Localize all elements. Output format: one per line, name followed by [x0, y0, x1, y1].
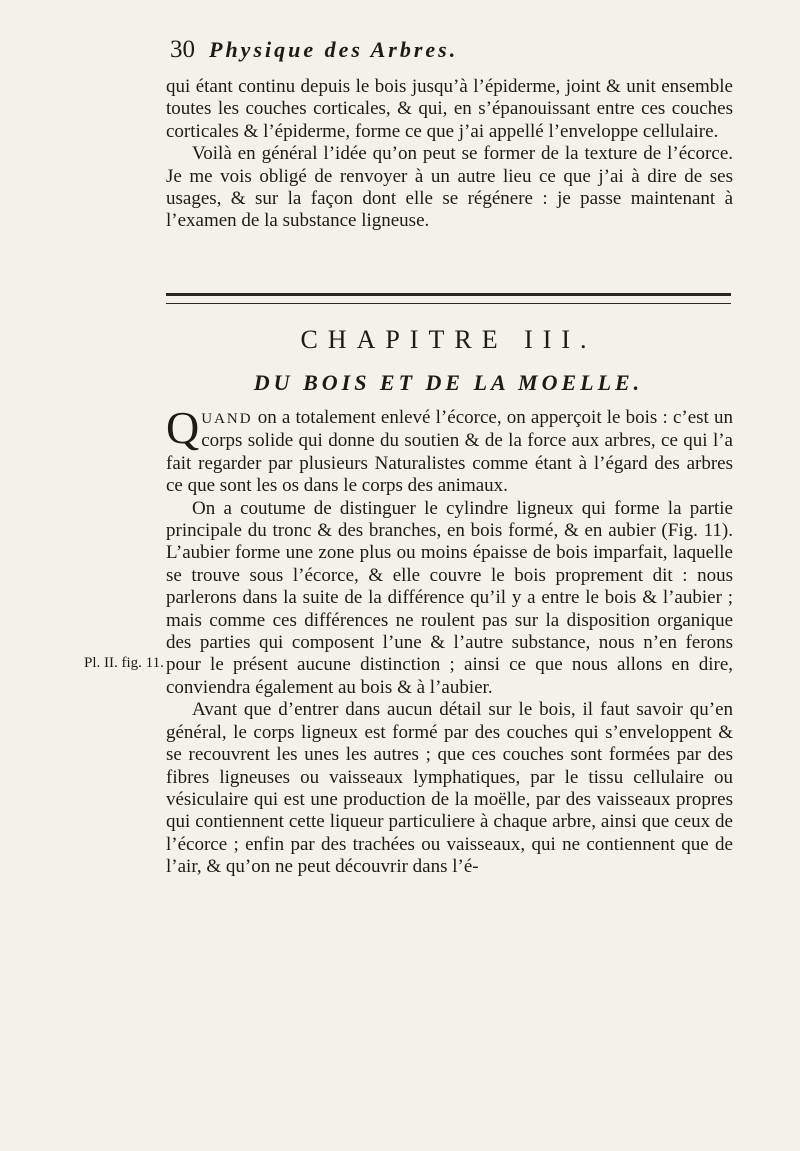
- running-head: [170, 36, 730, 76]
- first-word-rest: UAND: [201, 411, 253, 427]
- intro-paragraph-2: Voilà en général l’idée qu’on peut se former de la texture de l’écorce. Je me vois obligé de renvoyer à un autre lieu ce que j’ai à dire de ses usages, & sur la façon dont elle se régénere : je passe maintenant à l’examen de la substance ligneuse.: [166, 143, 733, 232]
- ornamental-rule: [166, 293, 731, 304]
- intro-text: [166, 76, 733, 233]
- chapter-paragraph-2: On a coutume de distinguer le cylindre ligneux qui forme la partie principale du tronc & des branches, en bois formé, & en aubier (Fig. 11). L’aubier forme une zone plus ou moins épaisse de bois imparfait, laquelle se trouve sous l’écorce, & elle couvre le bois proprement dit : nous parlerons dans la suite de la différence qu’il y a entre le bois & l’aubier ; mais comme ces différences ne roulent pas sur la disposition organique des parties qui composent l’une & l’autre substance, nous n’en ferons pour le présent aucune distinction ; ainsi ce que nous allons en dire, conviendra également au bois & à l’aubier.: [166, 497, 733, 698]
- chapter-heading: CHAPITRE III.: [300, 325, 597, 354]
- intro-paragraph-1: qui étant continu depuis le bois jusqu’à l’épiderme, joint & unit ensemble toutes les couches corticales, & qui, en s’épanouissant entre ces couches corticales & l’épiderme, forme ce que j’ai appellé l’enveloppe cellulaire.: [166, 76, 733, 142]
- running-title: Physique des Arbres.: [209, 37, 459, 62]
- chapter-paragraph-1: [166, 402, 733, 498]
- chapter-text: [166, 402, 733, 879]
- margin-note: Pl. II. fig. 11.: [84, 655, 164, 671]
- chapter-subtitle: DU BOIS ET DE LA MOELLE.: [253, 370, 644, 395]
- chapter-paragraph-1-text: on a totalement enlevé l’écorce, on apperçoit le bois : c’est un corps solide qui donne du soutien & de la force aux arbres, ce qui l’a fait regarder par plusieurs Naturalistes comme étant à l’égard des arbres ce que sont les os dans le corps des animaux.: [166, 407, 733, 497]
- chapter-paragraph-3: Avant que d’entrer dans aucun détail sur le bois, il faut savoir qu’en général, le corps ligneux est formé par des couches qui s’enveloppent & se recouvrent les unes les autres ; que ces couches sont formées par des fibres ligneuses ou vaisseaux lymphatiques, par le tissu cellulaire ou vésiculaire qui est une production de la moëlle, par des vaisseaux propres qui contiennent cette liqueur particuliere à chaque arbre, ainsi que ceux de l’écorce ; enfin par des trachées ou vaisseaux, qui ne contiennent que de l’air, & qu’on ne peut découvrir dans l’é-: [166, 699, 733, 878]
- page-number: 30: [170, 36, 195, 63]
- drop-cap: Q: [166, 402, 200, 453]
